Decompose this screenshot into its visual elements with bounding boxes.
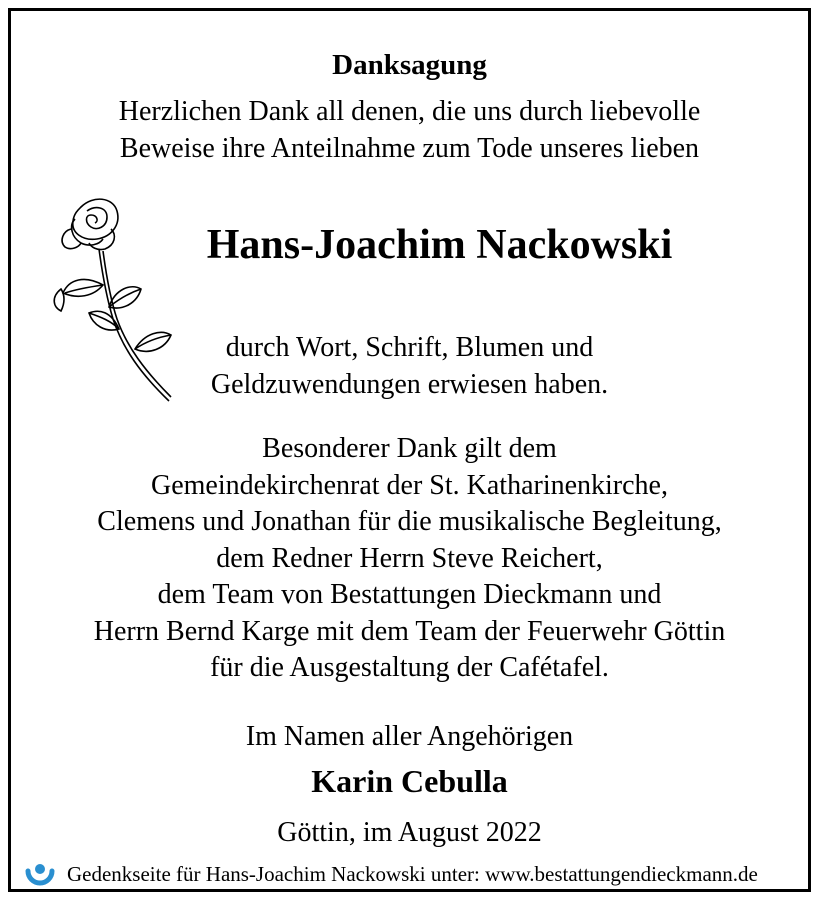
deceased-name: Hans-Joachim Nackowski (206, 222, 673, 268)
intro-line: Herzlichen Dank all denen, die uns durch liebevolle (118, 96, 701, 127)
footer-memorial-link[interactable]: Gedenkseite für Hans-Joachim Nackowski unter: www.bestattungendieckmann.de (67, 861, 758, 886)
special-thanks-line: dem Redner Herrn Steve Reichert, (216, 542, 603, 574)
intro-line: Beweise ihre Anteilnahme zum Tode unseres lieben (119, 133, 700, 164)
thanks-line: durch Wort, Schrift, Blumen und (225, 332, 594, 363)
heading: Danksagung (332, 49, 487, 81)
thanks-text (11, 329, 808, 403)
footer (23, 857, 803, 891)
place-date: Göttin, im August 2022 (277, 817, 542, 848)
special-thanks-line: Herrn Bernd Karge mit dem Team der Feuerwehr Göttin (93, 615, 726, 647)
memorial-logo-icon (23, 857, 57, 891)
special-thanks-line: für die Ausgestaltung der Cafétafel. (210, 652, 609, 683)
special-thanks-line: Gemeindekirchenrat der St. Katharinenkirche, (150, 469, 668, 501)
special-thanks-line: Besonderer Dank gilt dem (262, 433, 557, 464)
special-thanks-text (11, 431, 808, 687)
intro-text (11, 93, 808, 167)
special-thanks-line: dem Team von Bestattungen Dieckmann und (157, 579, 662, 610)
obituary-card (8, 8, 811, 892)
signature-name: Karin Cebulla (311, 763, 508, 799)
thanks-line: Geldzuwendungen erwiesen haben. (210, 369, 609, 400)
signature-prefix: Im Namen aller Angehörigen (245, 721, 574, 752)
special-thanks-line: Clemens und Jonathan für die musikalische Begleitung, (97, 506, 722, 537)
